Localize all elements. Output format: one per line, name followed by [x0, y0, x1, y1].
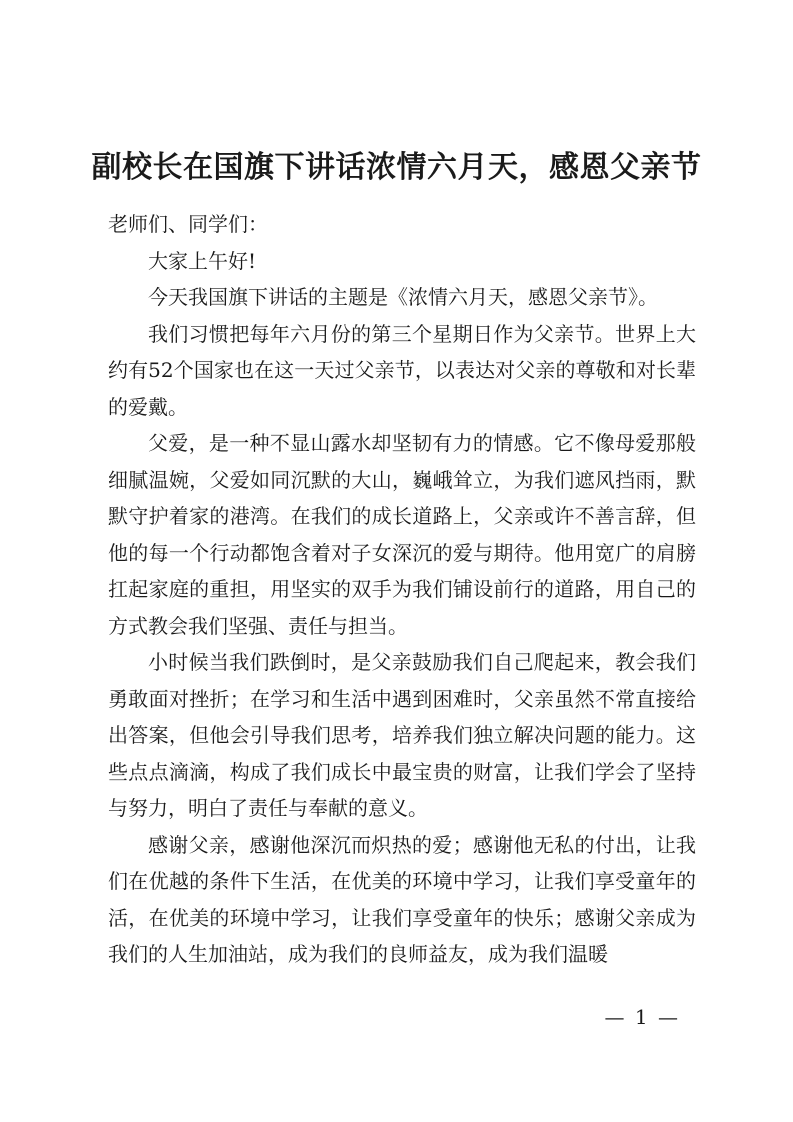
paragraph-greeting: 大家上午好! [148, 248, 257, 273]
paragraph-fatherly-love: 父爱，是一种不显山露水却坚韧有力的情感。它不像母爱那般细腻温婉，父爱如同沉默的大山，巍峨耸立，为我们遮风挡雨，默默守护着家的港湾。在我们的成长道路上，父亲或许不善言辞，但他的每一个行动都饱含着对子女深沉的爱与期待。他用宽广的肩膀扛起家庭的重担，用坚实的双手为我们铺设前行的道路，用自己的方式教会我们坚强、责任与担当。 [108, 431, 696, 638]
paragraph-fathers-day-origin: 我们习惯把每年六月份的第三个星期日作为父亲节。世界上大约有52个国家也在这一天过父亲节，以表达对父亲的尊敬和对长辈的爱戴。 [108, 321, 696, 419]
document-body [108, 206, 696, 973]
document-title: 副校长在国旗下讲话浓情六月天，感恩父亲节 [91, 150, 702, 185]
page-number: — 1 — [604, 1005, 680, 1029]
paragraph-childhood: 小时候当我们跌倒时，是父亲鼓励我们自己爬起来，教会我们勇敢面对挫折；在学习和生活中遇到困难时，父亲虽然不常直接给出答案，但他会引导我们思考，培养我们独立解决问题的能力。这些点点滴滴，构成了我们成长中最宝贵的财富，让我们学会了坚持与努力，明白了责任与奉献的意义。 [108, 650, 696, 820]
salutation: 老师们、同学们： [108, 212, 268, 236]
paragraph-gratitude: 感谢父亲，感谢他深沉而炽热的爱；感谢他无私的付出，让我们在优越的条件下生活，在优美的环境中学习，让我们享受童年的活，在优美的环境中学习，让我们享受童年的快乐；感谢父亲成为我们的人生加油站，成为我们的良师益友，成为我们温暖 [108, 832, 696, 966]
paragraph-topic: 今天我国旗下讲话的主题是《浓情六月天，感恩父亲节》。 [148, 285, 658, 309]
